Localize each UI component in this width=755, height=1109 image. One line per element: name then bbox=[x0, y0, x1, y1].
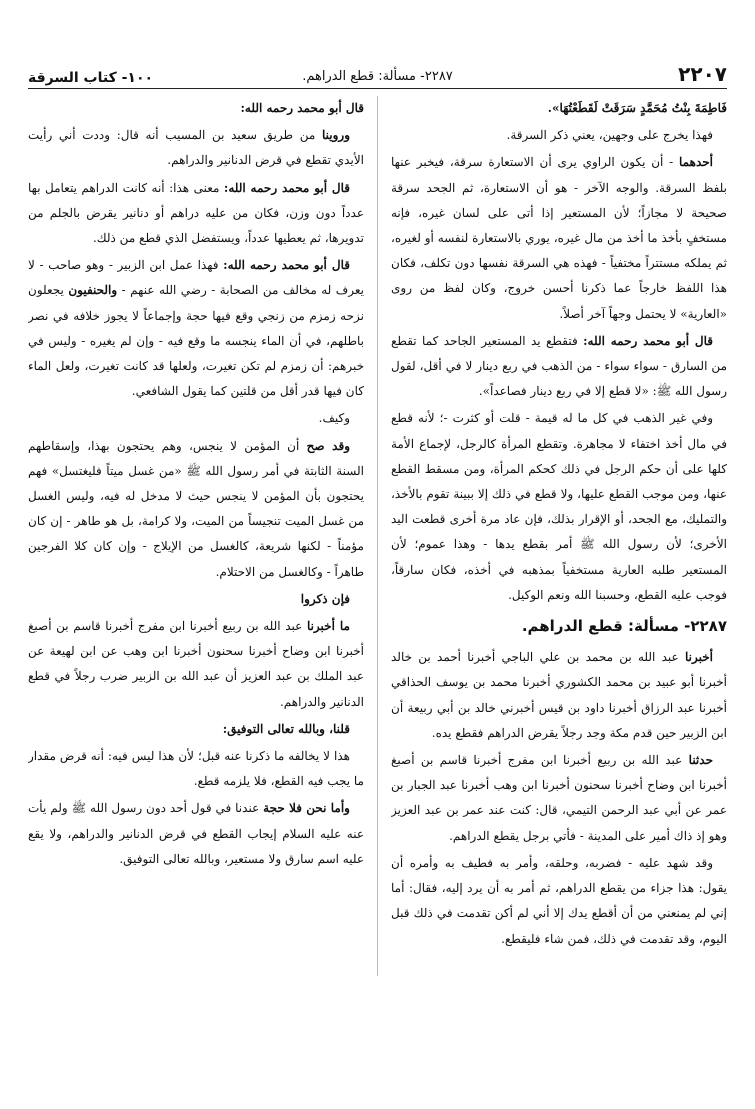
left-column bbox=[28, 96, 364, 1096]
paragraph-lead: قال أبو محمد رحمه الله: bbox=[223, 180, 351, 195]
paragraph: فَاطِمَةَ بِنْتُ مُحَمَّدٍ سَرَقَتْ لَقَطَعْتُهَا». bbox=[547, 101, 727, 115]
paragraph-lead: وأما نحن فلا حجة bbox=[263, 801, 350, 816]
paragraph bbox=[28, 614, 364, 715]
paragraph-text: فتقطع يد المستعير الجاحد كما تقطع من السارق - سواء سواء - من الذهب في ربع دينار لا في أقل، لقول رسول الله ﷺ: «لا قطع إلا في ربع دينار فصاعداً». bbox=[391, 333, 727, 399]
paragraph-lead: وقد صح bbox=[306, 438, 350, 453]
paragraph-text: - أن يكون الراوي يرى أن الاستعارة سرقة، فيخبر عنها بلفظ السرقة. والوجه الآخر - هو أن الاستعارة، ثم الجحد سرقة صحيحة لا مجازاً؛ لأن المستعير إذا أتى على لسان غيره، فإنه مستخفٍ بأخذ ما أخذ من مال غيره، يوري بالاستعارة لنفسه أو لغيره، ثم يملكه مستتراً مختفياً - فهذه هي السرقة نفسها دون تكلف، فكان هذا اللفظ خارجاً عما ذكرنا أحسن خروج، وكان لفظ من روى «العارية» لا يحتمل وجهاً آخر أصلاً. bbox=[391, 155, 727, 321]
paragraph-text: من طريق سعيد بن المسيب أنه قال: وددت أني رأيت الأيدي تقطع في قرض الدنانير والدراهم. bbox=[28, 128, 364, 168]
paragraph-lead: أخبرنا bbox=[684, 650, 713, 665]
paragraph-text: عندنا في قول أحد دون رسول الله ﷺ ولم يأت عنه عليه السلام إيجاب القطع في قرض الدنانير والدراهم، ولا يقع عليه اسم سارق ولا مستعير، وبالله تعالى التوفيق. bbox=[28, 801, 364, 866]
paragraph bbox=[28, 434, 364, 585]
paragraph-lead: والحنفيون bbox=[68, 283, 118, 298]
paragraph bbox=[28, 123, 364, 173]
paragraph-lead: قال أبو محمد رحمه الله: bbox=[240, 101, 364, 115]
paragraph-lead: حدثنا bbox=[688, 753, 713, 768]
paragraph-lead: قال أبو محمد رحمه الله: bbox=[223, 258, 350, 273]
paragraph-text: يجعلون نزحه زمزم من زنجي وقع فيها حجة وإجماعاً لا يجوز خلافه في نصر باطلهم، في أن الماء ينجسه ما وقع فيه - وإن لم يغيره - وليس في خبرهم: أن زمزم لم تكن تغيرت، ولعلها قد كانت تغيرت، ولعل الماء كان فيها قدر أقل من قلتين كما يقول الشافعي. bbox=[28, 283, 364, 399]
paragraph bbox=[391, 748, 727, 849]
paragraph bbox=[28, 96, 364, 121]
paragraph bbox=[28, 587, 364, 612]
paragraph bbox=[391, 329, 727, 405]
paragraph-text: عبد الله بن ربيع أخبرنا ابن مفرج أخبرنا قاسم بن أصبغ أخبرنا ابن وضاح أخبرنا سحنون أخبرنا ابن وهب أخبرنا عبد الجبار بن عمر عن أبي عبد الرحمن التيمي، قال: كنت عند عمر بن عبد العزيز وهو إذ ذاك أمير على المدينة - فأتي برجل يقطع الدراهم. bbox=[391, 753, 727, 843]
paragraph: وفي غير الذهب في كل ما له قيمة - قلت أو كثرت -؛ لأنه قطع في مال أخذ اختفاء لا مجاهرة. وتقطع المرأة كالرجل، لإجماع الأمة كلها على أن حكم الرجل في ذلك كحكم المرأة، ومن مسقط القطع عنها، ومن موجب القطع عليها، ولا قطع في ذلك إلا ببينة تقوم بالأخذ، والتمليك، مع الجحد، أو الإقرار بذلك، فإن عاد مرة أخرى قطعت اليد الأخرى؛ لأن رسول الله ﷺ أمر بقطع يدها - وهذا عموم؛ لأن المستعير طلبه العارية مستخفياً بمذهبه في أخذه، فكان سارقاً، فوجب عليه القطع، وحسبنا الله ونعم الوكيل. bbox=[391, 411, 727, 602]
paragraph-lead: فإن ذكروا bbox=[300, 591, 350, 606]
paragraph bbox=[28, 253, 364, 404]
right-column bbox=[391, 96, 727, 1096]
paragraph bbox=[28, 176, 364, 252]
paragraph-text: فهذا عمل ابن الزبير - وهو صاحب - لا يعرف له مخالف من الصحابة - رضي الله عنهم - bbox=[28, 258, 364, 298]
section-heading: ٢٢٨٧- مسألة: قطع الدراهم. bbox=[521, 617, 727, 636]
paragraph-text: معنى هذا: أنه كانت الدراهم يتعامل بها عدداً دون وزن، فكان من عليه دراهم أو دنانير يقرض بالجلم من تدويرها، ثم يعطيها عدداً، ويستفضل الذي قطع من ذلك. bbox=[28, 180, 364, 246]
running-title-book: ١٠٠- كتاب السرقة bbox=[28, 70, 154, 86]
paragraph bbox=[28, 796, 364, 872]
paragraph bbox=[391, 150, 727, 326]
header-rule bbox=[28, 88, 727, 89]
paragraph: هذا لا يخالفه ما ذكرنا عنه قبل؛ لأن هذا ليس فيه: أنه قرض مقدار ما يجب فيه القطع، فلا يلزمه قطع. bbox=[28, 749, 364, 789]
paragraph: وكيف. bbox=[318, 411, 350, 426]
paragraph-lead: قال أبو محمد رحمه الله: bbox=[583, 333, 713, 348]
column-divider bbox=[377, 96, 378, 976]
paragraph: وقد شهد عليه - فضربه، وحلقه، وأمر به فطيف به وأمره أن يقول: هذا جزاء من يقطع الدراهم، ثم أمر به أن يرد إليه، فقال: أما إني لم يمنعني من أن أقطع يدك إلا أني لم أكن تقدمت في ذلك قبل اليوم، وقد تقدمت في ذلك، فمن شاء فليقطع. bbox=[391, 855, 727, 946]
page-number: ٢٢٠٧ bbox=[678, 62, 727, 86]
paragraph-lead: أحدهما bbox=[679, 155, 713, 170]
paragraph-lead: قلنا، وبالله تعالى التوفيق: bbox=[222, 721, 350, 736]
paragraph-lead: ما أخبرنا bbox=[306, 619, 350, 634]
paragraph: فهذا يخرج على وجهين، يعني ذكر السرقة. bbox=[506, 128, 713, 143]
page-header bbox=[28, 56, 727, 86]
paragraph bbox=[391, 645, 727, 746]
paragraph-text: عبد الله بن ربيع أخبرنا ابن مفرج أخبرنا قاسم بن أصبغ أخبرنا ابن وضاح أخبرنا سحنون أخبرنا ابن وهب عن ابن لهيعة عن عبد الملك بن عبد العزيز أن عبد الله بن الزبير ضرب رجلاً في قطع الدنانير والدراهم. bbox=[28, 619, 364, 709]
paragraph-text: عبد الله بن محمد بن علي الباجي أخبرنا أحمد بن خالد أخبرنا أبو عبيد بن محمد الكشوري أخبرنا محمد بن يوسف الحذاقي أخبرنا عبد الرزاق أخبرنا داود بن قيس أخبرني خالد بن أبي ربيعة أن ابن الزبير حين قدم مكة وجد رجلاً يقرض الدراهم فقطع يده. bbox=[391, 650, 727, 740]
running-title-section: ٢٢٨٧- مسألة: قطع الدراهم. bbox=[302, 69, 453, 84]
paragraph-text: أن المؤمن لا ينجس، وهم يحتجون بهذا، وإسقاطهم السنة الثابتة في أمر رسول الله ﷺ «من غسل ميتاً فليغتسل» فهم يحتجون بأن المؤمن لا ينجس حيث لا مدخل له فيه، وليس الغسل من غسل الميت تنجيساً من الميت، ولا كرامة، بل هو طاهر - إن كان مؤمناً - لكنها شريعة، كالغسل من الإيلاج - وإن كان كلا الفرجين طاهراً - وكالغسل من الاحتلام. bbox=[28, 438, 364, 579]
paragraph bbox=[28, 717, 364, 742]
paragraph-lead: وروينا bbox=[321, 128, 350, 143]
